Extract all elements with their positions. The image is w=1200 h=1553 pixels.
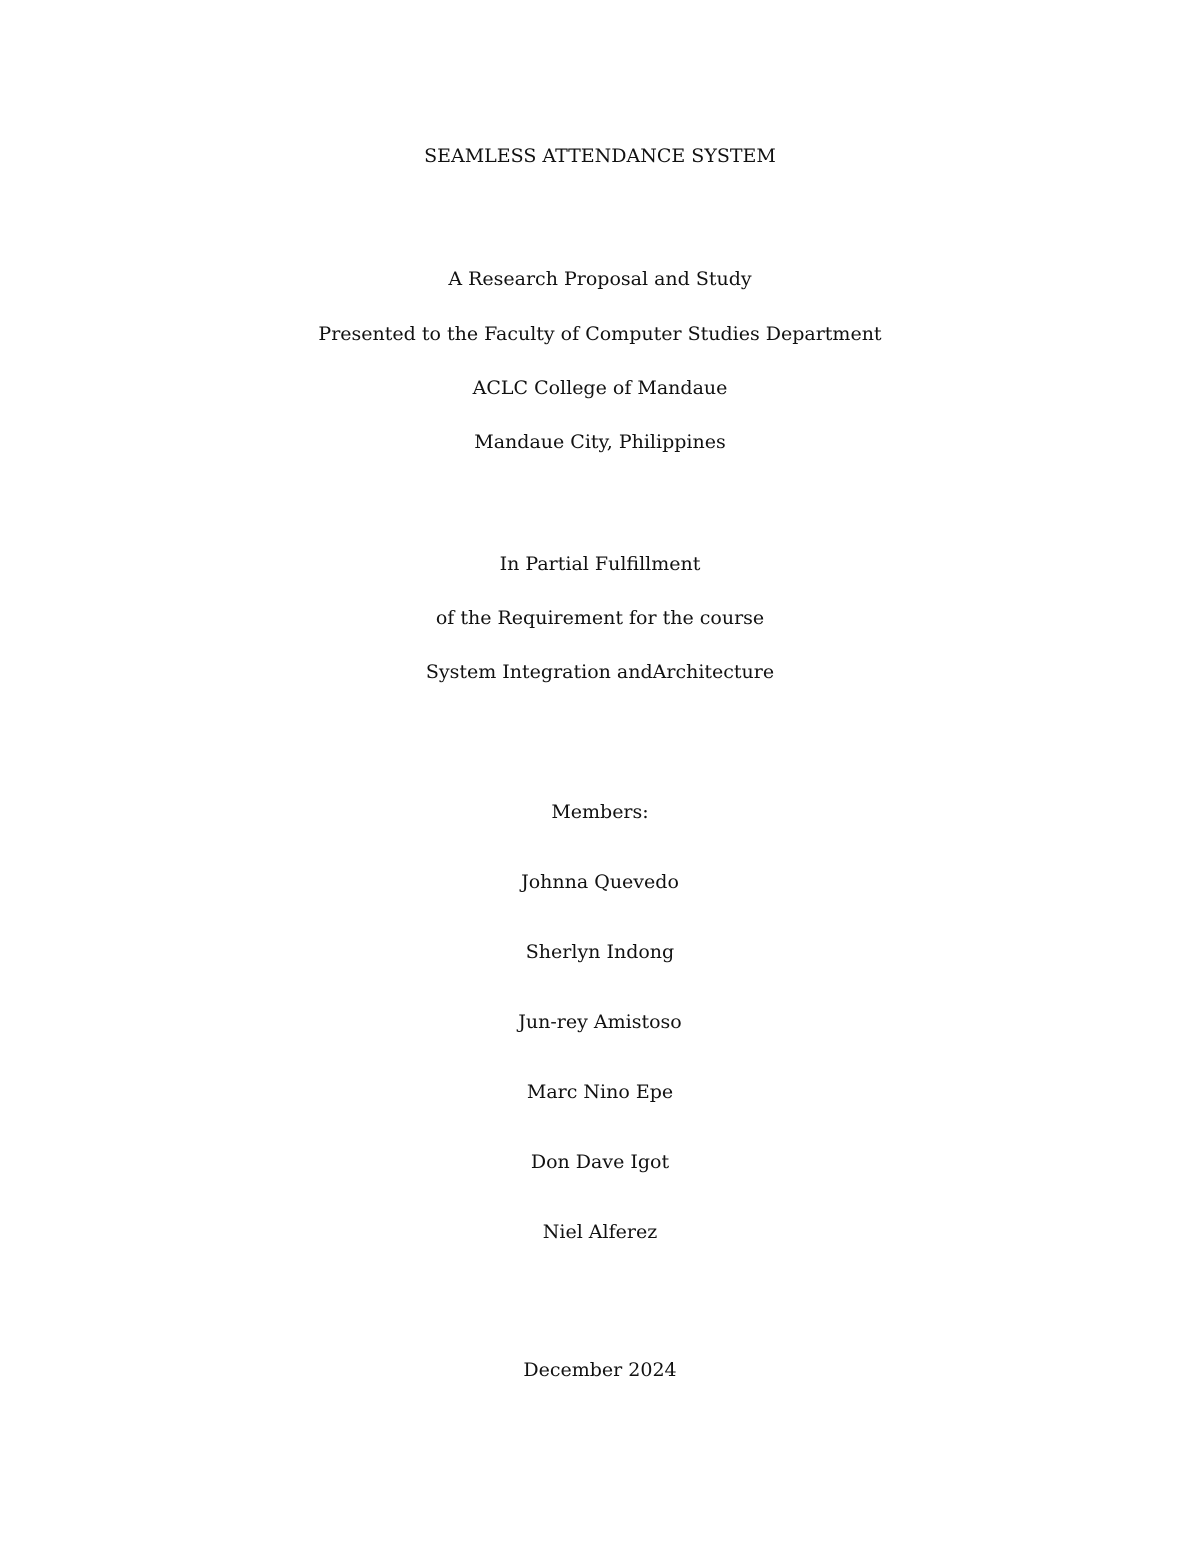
member-name: Johnna Quevedo (521, 871, 679, 893)
member-name: Don Dave Igot (530, 1151, 670, 1173)
members-label: Members: (551, 801, 649, 823)
document-title: SEAMLESS ATTENDANCE SYSTEM (424, 145, 776, 167)
proposal-line-1: A Research Proposal and Study (448, 268, 752, 290)
member-name: Marc Nino Epe (526, 1081, 674, 1103)
member-name: Niel Alferez (542, 1221, 658, 1243)
document-date: December 2024 (523, 1359, 677, 1381)
fulfillment-line-2: of the Requirement for the course (435, 607, 765, 629)
member-name: Jun-rey Amistoso (518, 1011, 682, 1033)
fulfillment-line-3: System Integration andArchitecture (425, 661, 775, 683)
member-name: Sherlyn Indong (525, 941, 675, 963)
proposal-line-2: Presented to the Faculty of Computer Studies Department (318, 323, 882, 345)
fulfillment-line-1: In Partial Fulfillment (499, 553, 701, 575)
proposal-line-4: Mandaue City, Philippines (474, 431, 726, 453)
proposal-line-3: ACLC College of Mandaue (472, 377, 728, 399)
